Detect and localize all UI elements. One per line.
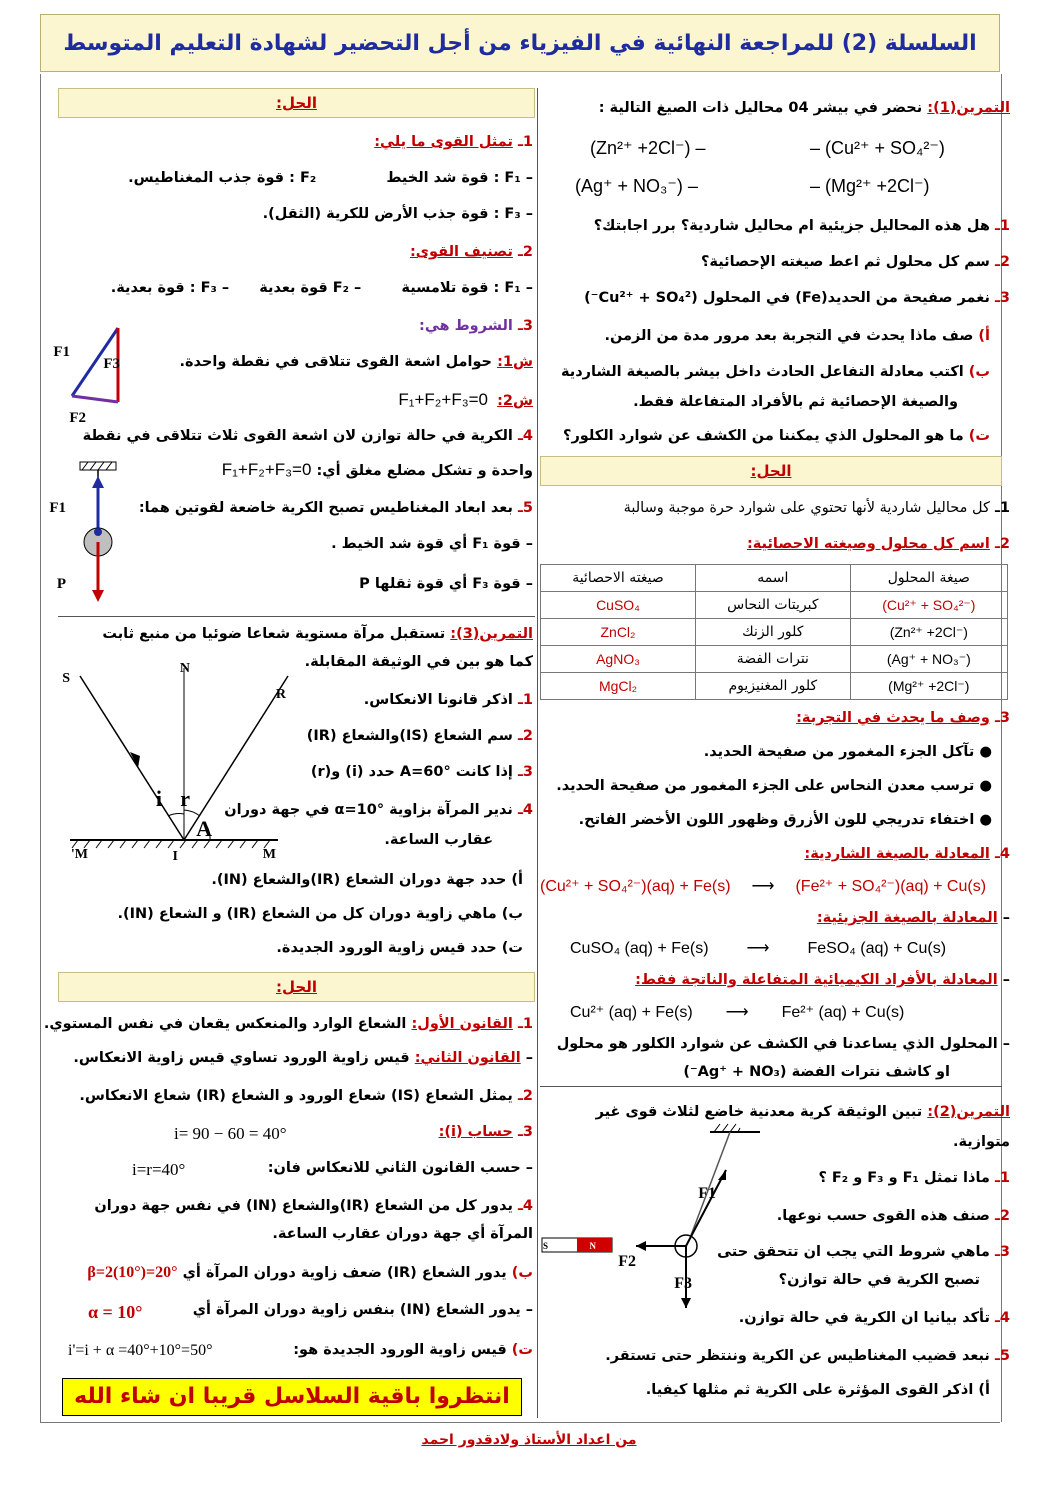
mirror-label-r-angle: r (180, 786, 190, 811)
sol1-a7a: – المحلول الذي يساعدنا في الكشف عن شوارد الكلور هو محلول (556, 1036, 1010, 1052)
ball-p-label: P (56, 576, 66, 592)
sol1-a1: 1ـ كل محاليل شاردية لأنها تحتوي على شوارد حرة موجبة وسالبة (623, 500, 1010, 516)
column-divider (537, 88, 538, 1418)
sol1-a2: 2ـ اسم كل محلول وصيغته الاحصائية: (746, 536, 1010, 552)
sol1-b1: ● تآكل الجزء المغمور من صفيحة الحديد. (703, 744, 992, 760)
ex1-q3b2: والصيغة الإحصائية ثم بالأفراد المتفاعلة فقط. (633, 394, 958, 410)
sol3-r3: 3ـ حساب (i): i= 90 − 60 = 40° (174, 1124, 533, 1143)
footer-rule (40, 1422, 1000, 1423)
ex3-q2: 2ـ سم الشعاع (IS)والشعاع (IR) (306, 728, 533, 744)
sol2-s5b: – قوة F₃ أي قوة ثقلها P (359, 576, 533, 592)
sol2-s1c: – F₃ : قوة جذب الأرض للكرية (الثقل). (262, 206, 533, 222)
sol1-eq3: Cu²⁺ (aq) + Fe(s) ⟶ Fe²⁺ (aq) + Cu(s) (570, 1004, 905, 1021)
ex1-intro: نحضر في بيشر 04 محاليل ذات الصيغ التالية : (598, 100, 923, 116)
ex2-intro1: التمرين(2): تبين الوثيقة كرية معدنية خاضع لثلاث قوى غير (595, 1104, 1010, 1120)
sol2-s2: 2ـ تصنيف القوى: (409, 244, 533, 260)
ex3-separator (58, 616, 535, 617)
ex2-f3-label: F3 (674, 1275, 692, 1292)
sol3-heading-band: الحل: (58, 972, 535, 1002)
mirror-label-m-prime: M' (70, 847, 88, 862)
sol3-l1: 1ـ القانون الأول: الشعاع الوارد والمنعكس يقعان في نفس المستوي. (43, 1016, 533, 1032)
sol2-heading-band: الحل: (58, 88, 535, 118)
sol2-c2: ش2: F₁+F₂+F₃=0 (398, 390, 533, 409)
ex2-separator (540, 1086, 1002, 1087)
ex3-q4ii: ب) ماهي زاوية دوران كل من الشعاع (IR) و الشعاع (IN). (117, 906, 523, 922)
sol2-s2-row: – F₁ : قوة تلامسية – F₂ قوة بعدية – F₃ : قوة بعدية. (110, 280, 533, 296)
mirror-figure (40, 648, 310, 868)
triangle-f2-label: F2 (69, 410, 86, 426)
force-triangle-figure (53, 316, 178, 436)
sol3-r4a: 4ـ يدور كل من الشعاع (IR)والشعاع (IN) في نفس جهة دوران (94, 1198, 533, 1214)
left-column (43, 88, 533, 1418)
ex1-formula-3: (Ag⁺ + NO₃⁻) (575, 176, 683, 196)
ex3-intro1: التمرين(3): تستقبل مرآة مستوية شعاعا ضوئيا من منبع ثابت (102, 626, 533, 642)
sol2-s5a: – قوة F₁ أي قوة شد الخيط . (331, 536, 533, 552)
table-row: (Cu²⁺ + SO₄²⁻) كبريتات النحاس CuSO₄ (541, 592, 1008, 619)
ex2-q3a: 3ـ ماهي شروط التي يجب ان تتحقق حتى (717, 1244, 1010, 1260)
sol2-s5: 5ـ بعد ابعاد المغناطيس تصبح الكرية خاضعة لقوتين هما: (138, 500, 533, 516)
table-row: (Ag⁺ + NO₃⁻) نترات الفضة AgNO₃ (541, 646, 1008, 673)
table-row: (Mg²⁺ +2Cl⁻) كلور المغنيزيوم MgCl₂ (541, 673, 1008, 700)
triangle-f3-label: F3 (103, 356, 120, 372)
mirror-label-a: A (196, 816, 212, 841)
sol1-a5: – المعادلة بالصيغة الجزيئية: (816, 910, 1010, 926)
sol1-a3: 3ـ وصف ما يحدث في التجربة: (796, 710, 1010, 726)
sol1-a4: 4ـ المعادلة بالصيغة الشاردية: (804, 846, 1010, 862)
ex2-q5: 5ـ نبعد قضيب المغناطيس عن الكرية وننتظر حتى تستقر. (605, 1348, 1010, 1364)
ex1-q1: 1ـ هل هذه المحاليل جزيئية ام محاليل شاردية؟ برر اجابتك؟ (593, 218, 1010, 234)
sol1-eq2: CuSO₄ (aq) + Fe(s) ⟶ FeSO₄ (aq) + Cu(s) (570, 940, 947, 957)
sol1-b3: ● اختفاء تدريجي للون الأزرق وظهور اللون الأخضر الفاتح. (578, 812, 992, 828)
right-column: التمرين(1): نحضر في بيشر 04 محاليل ذات الصيغ التالية : – (Cu²⁺ + SO₄²⁻) (Zn²⁺ +2Cl⁻) – – (Mg²⁺ +2Cl⁻) (Ag⁺ + NO₃⁻) – 1ـ هل هذه المحاليل جزيئية ام محاليل شاردية؟ برر اجابتك؟ 2ـ سم كل محلول ثم اعط صيغته الإحصائية؟ 3ـ نغمر صفيحة من الحديد(Fe) في المحلول (Cu²⁺ + SO₄²⁻) أ) صف ماذا يحدث في التجربة بعد مرور مدة من الزمن. ب) اكتب معادلة التفاعل الحادث داخل بيشر بالصيغة الشاردية والصيغة الإحصائية ثم بالأفراد المتفاعلة فقط. ت) ما هو المحلول الذي يمكننا من الكشف عن شوارد الكلور؟ الحل: 1ـ كل محاليل شاردية لأنها تحتوي على شوارد حرة موجبة وسالبة 2ـ اسم كل محلول وصيغته الاحصائية: صيغة المحلول اسمه صيغته الاحصائية (Cu²⁺ + SO₄²⁻) كبريتات النحاس CuSO₄ (Zn²⁺ +2Cl⁻) كلور الزنك ZnCl₂ (Ag⁺ + NO₃⁻) نترات الفضة AgNO₃ (Mg²⁺ +2Cl⁻) كلور المغنيزيوم MgCl₂ 3ـ وصف ما يحدث في التجربة: ● تآكل الجزء المغمور من صفيحة الحديد. ● ترسب معدن النحاس على الجزء المغمور من صفيحة الحديد. ● اختفاء تدريجي للون الأزرق وظهور اللون الأخضر الفاتح. 4ـ المعادلة بالصيغة الشاردية: (Cu²⁺ + SO₄²⁻)(aq) + Fe(s) ⟶ (Fe²⁺ + SO₄²⁻)(aq) + Cu(s) – المعادلة بالصيغة الجزيئية: CuSO₄ (aq) + Fe(s) ⟶ FeSO₄ (aq) + Cu(s) – المعادلة بالأفراد الكيميائية المتفاعلة والناتجة فقط: Cu²⁺ (aq) + Fe(s) ⟶ Fe²⁺ (aq) + Cu(s) – المحلول الذي يساعدنا في الكشف عن شوارد الكلور هو محلول او كاشف نترات الفضة (Ag⁺ + NO₃⁻) التمرين(2): تبين الوثيقة كرية معدنية خاضع لثلاث قوى غير متوازية. 1ـ ماذا تمثل F₁ و F₃ و F₂ ؟ 2ـ صنف هذه القوى حسب نوعها. 3ـ ماهي شروط التي يجب ان تتحقق حتى تصبح الكرية في حالة توازن؟ 4ـ تأكد بيانيا ان الكرية في حالة توازن. 5ـ نبعد قضيب المغناطيس عن الكرية وننتظر حتى تستقر. أ) اذكر القوى المؤثرة على الكرية ثم مثلها كيفيا. S N F1 F2 F3 (540, 100, 1010, 1398)
triangle-f1-label: F1 (53, 344, 70, 360)
ex2-q1: 1ـ ماذا تمثل F₁ و F₃ و F₂ ؟ (818, 1170, 1010, 1186)
ex1-q3c: ت) ما هو المحلول الذي يمكننا من الكشف عن شوارد الكلور؟ (563, 428, 990, 444)
wait-banner: انتظروا باقية السلاسل قريبا ان شاء الله (62, 1378, 522, 1416)
sol3-r7: ت) قيس زاوية الورود الجديدة هو: i'=i + α =40°+10°=50° (68, 1342, 533, 1359)
ex2-q4: 4ـ تأكد بيانيا ان الكرية في حالة توازن. (738, 1310, 1010, 1326)
ball-f1-label: F1 (49, 500, 66, 516)
sol1-heading-band: الحل: (540, 456, 1002, 486)
ex2-figure (540, 1118, 740, 1318)
ex3-q4b: عقارب الساعة. (384, 832, 493, 848)
sol2-s1-row: – F₁ : قوة شد الخيط F₂ : قوة جذب المغناطيس. (128, 170, 533, 186)
ex1-q3a: أ) صف ماذا يحدث في التجربة بعد مرور مدة من الزمن. (604, 328, 990, 344)
table-header-row: صيغة المحلول اسمه صيغته الاحصائية (541, 565, 1008, 592)
table-row: (Zn²⁺ +2Cl⁻) كلور الزنك ZnCl₂ (541, 619, 1008, 646)
ex3-q3: 3ـ إذا كانت A=60° حدد (i) و(r) (310, 764, 533, 780)
footer: من اعداد الأستاذ ولادقدور احمد (421, 1432, 637, 1448)
page-title-box (40, 14, 1000, 72)
sol2-c1: ش1: حوامل اشعة القوى تتلاقى في نقطة واحدة. (179, 354, 533, 370)
mirror-label-n: N (179, 661, 190, 676)
sol3-r3b: – حسب القانون الثاني للانعكاس فان: i=r=40° (132, 1160, 533, 1179)
sol1-a6: – المعادلة بالأفراد الكيميائية المتفاعلة والناتجة فقط: (635, 972, 1010, 988)
ex1-formula-4: (Mg²⁺ +2Cl⁻) (825, 176, 930, 196)
mirror-label-r: R (275, 687, 286, 702)
mirror-label-m: M (262, 847, 276, 862)
ex3-intro2: كما هو بين في الوثيقة المقابلة. (304, 654, 533, 670)
sol2-s1: 1ـ تمثل القوى ما يلي: (374, 134, 533, 150)
sol3-r2: 2ـ يمثل الشعاع (IS) شعاع الورود و الشعاع (IR) شعاع الانعكاس. (79, 1088, 533, 1104)
mirror-label-s: S (62, 671, 70, 686)
ex1-heading: التمرين(1): (927, 100, 1010, 116)
mirror-label-i: i (155, 786, 162, 811)
ex3-q4a: 4ـ ندير المرآة بزاوية α=10° في جهة دوران (224, 802, 533, 818)
ex3-q4iii: ت) حدد قيس زاوية الورود الجديدة. (276, 940, 523, 956)
ex2-f1-label: F1 (698, 1185, 716, 1202)
ex1-formula-1: (Zn²⁺ +2Cl⁻) (590, 138, 691, 158)
sol3-r4b: المرآة أي جهة دوران عقارب الساعة. (272, 1226, 533, 1242)
ex2-q5a: أ) اذكر القوى المؤثرة على الكرية ثم مثلها كيفيا. (645, 1382, 990, 1398)
ex2-intro2: متوازية. (952, 1134, 1010, 1150)
sol3-l2: – القانون الثاني: قيس زاوية الورود تساوي قيس زاوية الانعكاس. (73, 1050, 533, 1066)
ex1-intro-line (540, 100, 1010, 116)
magnet-n-label: N (589, 1241, 596, 1251)
sol3-r5: ب) يدور الشعاع (IR) ضعف زاوية دوران المرآة أي β=2(10°)=20° (87, 1264, 533, 1281)
ex1-q3: 3ـ نغمر صفيحة من الحديد(Fe) في المحلول (Cu²⁺ + SO₄²⁻) (584, 290, 1010, 306)
sol1-b2: ● ترسب معدن النحاس على الجزء المغمور من صفيحة الحديد. (556, 778, 992, 794)
sol1-a7b: او كاشف نترات الفضة (Ag⁺ + NO₃⁻) (683, 1064, 950, 1080)
ex1-q3b1: ب) اكتب معادلة التفاعل الحادث داخل بيشر بالصيغة الشاردية (560, 364, 990, 380)
sol1-eq1: (Cu²⁺ + SO₄²⁻)(aq) + Fe(s) ⟶ (Fe²⁺ + SO₄²⁻)(aq) + Cu(s) (540, 878, 987, 895)
ex2-q3b: تصبح الكرية في حالة توازن؟ (778, 1272, 980, 1288)
ex3-q4i: أ) حدد جهة دوران الشعاع (IR)والشعاع (IN). (211, 872, 523, 888)
ex2-f2-label: F2 (618, 1253, 636, 1270)
sol2-s3: 3ـ الشروط هي: (419, 318, 533, 334)
mirror-label-i-point: I (172, 849, 178, 864)
ex1-q2: 2ـ سم كل محلول ثم اعط صيغته الإحصائية؟ (701, 254, 1010, 270)
page-title: السلسلة (2) للمراجعة النهائية في الفيزياء من أجل التحضير لشهادة التعليم المتوسط (63, 30, 977, 56)
ex2-q2: 2ـ صنف هذه القوى حسب نوعها. (776, 1208, 1010, 1224)
sol2-s4b: واحدة و تشكل مضلع مغلق أي: F₁+F₂+F₃=0 (221, 460, 533, 479)
sol2-s4a: 4ـ الكرية في حالة توازن لان اشعة القوى ثلاث تتلاقى في نقطة (82, 428, 533, 444)
ex1-formula-2: (Cu²⁺ + SO₄²⁻) (825, 138, 945, 158)
ex3-q1: 1ـ اذكر قانونا الانعكاس. (363, 692, 533, 708)
sol3-r6: – يدور الشعاع (IN) بنفس زاوية دوران المرآة أي α = 10° (88, 1302, 533, 1322)
solutions-table (540, 564, 1008, 700)
magnet-s-label: S (542, 1241, 548, 1251)
ball-figure (49, 458, 148, 608)
